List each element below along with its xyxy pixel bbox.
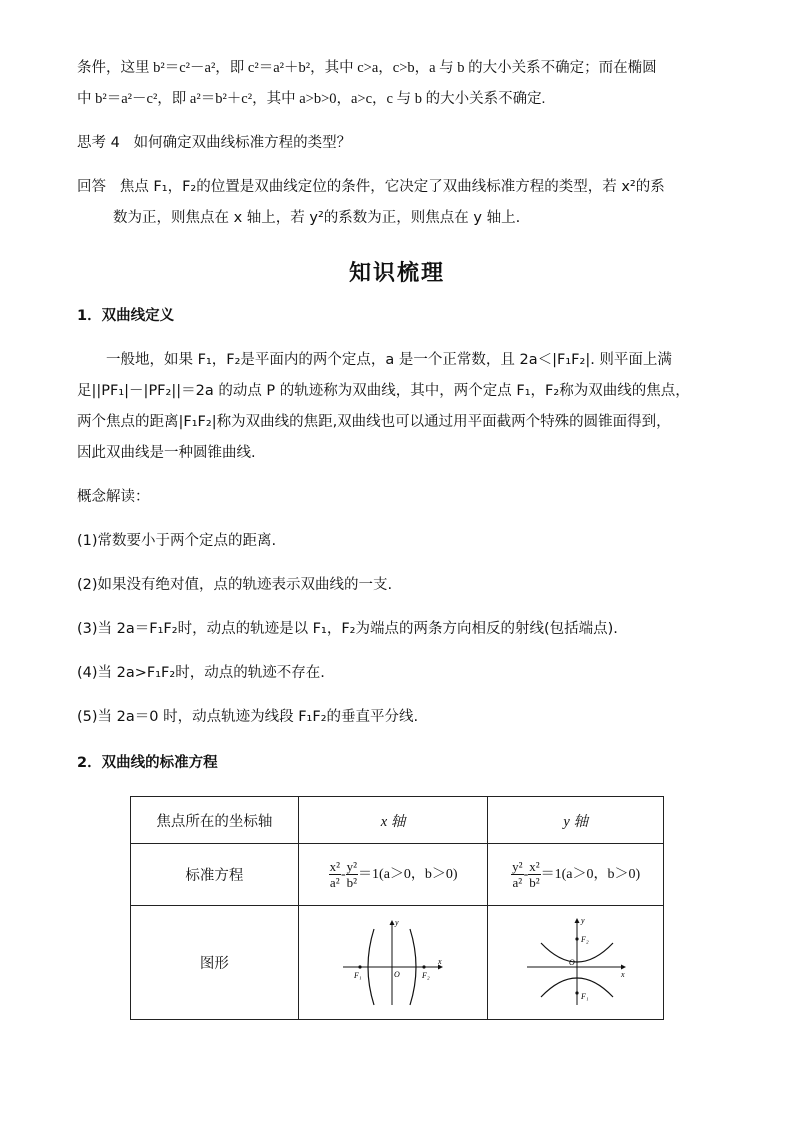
svg-text:y: y xyxy=(580,915,585,925)
intro-line-1-equation: b²＝c²－a² xyxy=(153,60,216,76)
standard-equation-heading: 2．双曲线的标准方程 xyxy=(77,755,218,771)
standard-equation-table xyxy=(130,796,664,1020)
table-cell-y-axis: y 轴 xyxy=(488,797,664,844)
answer-text-1: 焦点 F₁，F₂的位置是双曲线定位的条件，它决定了双曲线标准方程的类型，若 x²的系 xyxy=(119,179,665,195)
definition-para-line-3: 两个焦点的距离|F₁F₂|称为双曲线的焦距,双曲线也可以通过用平面截两个特殊的圆锥面得到， xyxy=(77,414,671,430)
concept-item: (3)当 2a＝F₁F₂时，动点的轨迹是以 F₁，F₂为端点的两条方向相反的射线(包括端点). xyxy=(77,621,618,637)
svg-text:x: x xyxy=(620,969,625,979)
svg-text:F₂: F₂ xyxy=(422,970,430,980)
table-cell-axis-header: 焦点所在的坐标轴 xyxy=(131,797,299,844)
table-cell-equation-x xyxy=(298,844,488,906)
table-cell-figure-x xyxy=(298,906,488,1020)
think-4-label: 思考 4 xyxy=(77,135,120,151)
hyperbola-y-axis-figure xyxy=(521,915,631,1007)
table-cell-figure-y xyxy=(488,906,664,1020)
svg-text:O: O xyxy=(568,957,575,967)
intro-line-1-rest: ，即 c²＝a²＋b²，其中 c>a，c>b，a 与 b 的大小关系不确定；而在椭圆 xyxy=(215,60,657,76)
svg-text:F₂: F₂ xyxy=(580,934,589,944)
table-row xyxy=(131,906,664,1020)
definition-heading: 1．双曲线定义 xyxy=(77,308,175,324)
section-title: 知识梳理 xyxy=(348,260,445,286)
concept-item: (1)常数要小于两个定点的距离. xyxy=(77,533,277,549)
table-cell-equation-y xyxy=(488,844,664,906)
svg-text:x: x xyxy=(438,956,442,966)
equation-y-focus: $\frac{\text{y²}}{\text{a²}}$ - $\frac{\text{x²}}{\text{b²}}$ ＝1(a＞0，b＞0) xyxy=(512,859,641,890)
table-cell-equation-label: 标准方程 xyxy=(131,844,299,906)
think-4-line xyxy=(77,133,351,153)
definition-para-line-1: 一般地，如果 F₁，F₂是平面内的两个定点，a 是一个正常数，且 2a＜|F₁F₂|. 则平面上满 xyxy=(106,352,672,368)
think-4-question: 如何确定双曲线标准方程的类型？ xyxy=(133,135,352,151)
svg-text:O: O xyxy=(394,969,400,979)
svg-text:F₁: F₁ xyxy=(354,970,362,980)
intro-line-1-prefix: 条件，这里 xyxy=(77,60,154,76)
table-cell-figure-label: 图形 xyxy=(131,906,299,1020)
answer-line-2: 数为正，则焦点在 x 轴上，若 y²的系数为正，则焦点在 y 轴上. xyxy=(113,210,521,226)
answer-label: 回答 xyxy=(77,179,106,195)
svg-text:y: y xyxy=(395,917,399,927)
definition-para-line-4: 因此双曲线是一种圆锥曲线. xyxy=(77,445,256,461)
concept-heading: 概念解读： xyxy=(77,489,150,505)
table-cell-x-axis: x 轴 xyxy=(298,797,488,844)
concept-item: (4)当 2a>F₁F₂时，动点的轨迹不存在. xyxy=(77,665,325,681)
hyperbola-x-axis-figure xyxy=(338,915,448,1007)
table-row xyxy=(131,797,664,844)
concept-item: (5)当 2a＝0 时，动点轨迹为线段 F₁F₂的垂直平分线. xyxy=(77,709,419,725)
intro-line-1 xyxy=(77,58,657,78)
intro-line-2: 中 b²＝a²－c²，即 a²＝b²＋c²，其中 a>b>0，a>c，c 与 b 的大小关系不确定. xyxy=(77,91,546,107)
equation-x-focus: $\frac{\text{x²}}{\text{a²}}$ - $\frac{\text{y²}}{\text{b²}}$ ＝1(a＞0，b＞0) xyxy=(329,859,458,890)
table-row xyxy=(131,844,664,906)
definition-para-line-2: 足||PF₁|－|PF₂||＝2a 的动点 P 的轨迹称为双曲线，其中，两个定点 F₁，F₂称为双曲线的焦点， xyxy=(77,383,690,399)
svg-text:F₁: F₁ xyxy=(580,991,589,1001)
concept-item: (2)如果没有绝对值，点的轨迹表示双曲线的一支. xyxy=(77,577,393,593)
answer-line-1 xyxy=(77,177,665,197)
